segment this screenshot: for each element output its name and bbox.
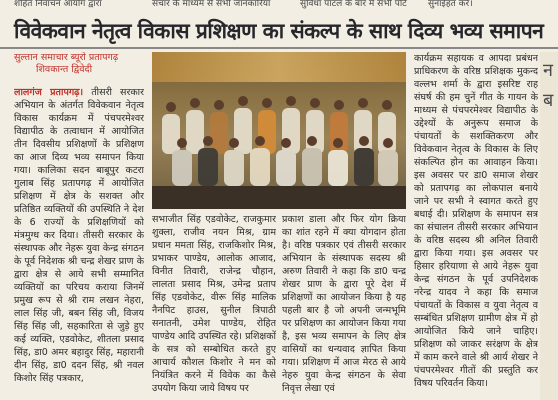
article-column-2	[152, 213, 276, 400]
top-strip-middle: संचार के माध्यम से सभी जानकारियां	[152, 0, 271, 9]
column-4-text: कार्यक्रम सहायक व आपदा प्रबंधन प्राधिकरण के वरिष्ठ प्रशिक्षक मुकन्द वल्लभ शर्मा के द्वारा इसरिष्ट राह संघर्ष की हम चुनें गीत के गायन के माध्यम से पंचपरमेश्वर विद्यापीठ के उद्देश्यों के अनुरूप समाज के पंचायतों के सशक्तिकरण और विवेकवान नेतृत्व के विकास के लिए संकल्पित होन का आवाहन किया। इस अवसर पर डा0 समाज शेखर को प्रतापगढ़ का लोकपाल बनाये जाने पर सभी ने स्वागत करते हुए बधाई दी। प्रशिक्षण के समापन सत्र का संचालन तीसरी सरकार अभियान के वरिष्ठ सदस्य श्री अनिल तिवारी द्वारा किया गया। इस अवसर पर हिसार हरियाणा से आये नेहरू युवा केन्द्र संगठन के पूर्व उपनिदेशक नरेन्द्र यादव ने कहा कि समाज पंचायतों के विकास व युवा नेतृत्व व सम्बंधित प्रशिक्षण ग्रामीण क्षेत्र में हो आयोजित किये जाने चाहिए। प्रशिक्षण को जाकर सरंक्षण के क्षेत्र में काम करने वाले श्री आर्य शेखर ने पंचपरमेश्वर गीतों की प्रस्तुति कर विषय परिवर्तन किया।	[414, 53, 538, 389]
top-strip-middle2: सुविधा पाटल के बार में सभी पोर्ट	[300, 0, 407, 9]
byline-author: शिवकान्त द्विवेदी	[36, 64, 93, 75]
photo-people	[152, 52, 406, 209]
group-photo	[152, 52, 406, 209]
article-lead-text: तीसरी सरकार अभियान के अंतर्गत विवेकवान नेतृत्व विकास कार्यक्रम में पंचपरमेश्वर विद्यापीठ के तत्वाधान में आयोजित तीन दिवसीय प्रशिक्षणों के प्रशिक्षण का आज दिव्य भव्य समापन किया गया। कालिका सदन बाबूपुर कटरा गुलाब सिंह प्रतापगढ़ में आयोजित प्रशिक्षण में क्षेत्र के सशक्त और प्रतिष्ठित व्यक्तियों की उपस्थिति ने देश के 6 राज्यों के प्रशिक्षणियों को मंत्रमुग्ध कर दिया। तीसरी सरकार के संस्थापक और नेहरू युवा केन्द्र संगठन के पूर्व निदेशक श्री चन्द्र शेखर प्राण के द्वारा क्षेत्र से आये सभी सम्मानित व्यक्तियों का परिचय कराया जिनमें प्रमुख रूप से श्री राम लखन नेहरा, लाल सिंह जी, बबन सिंह जी, विजय सिंह सिंह जी, सहकारिता से जुड़े हुए कई व्यक्ति, एडवोकेट, शीतला प्रसाद सिंह, डा0 अमर बहादुर सिंह, महारानी दीन सिंह, डा0 ददन सिंह, श्री नवल किशोर सिंह पत्रकार,	[14, 87, 144, 384]
article-column-1	[14, 52, 144, 400]
byline-bureau: सुल्तान समाचार ब्यूरो प्रतापगढ़	[14, 52, 119, 63]
top-strip-left: शहित निवाचन आयोग द्वारा	[14, 0, 102, 9]
dateline: लालगंज प्रतापगढ़।	[14, 87, 84, 98]
article-column-3	[282, 213, 406, 400]
article-headline: विवेकवान नेतृत्व विकास प्रशिक्षण का संकल्प के साथ दिव्य भव्य समापन	[14, 18, 544, 43]
column-2-text: सभाजीत सिंह एडवोकेट, राजकुमार शुक्ला, राजीव नयन मिश्र, ग्राम प्रधान ममता सिंह, राजकिशोर मिश्र, प्रभाकर पाण्डेय, आलोक आजाद, विनीत तिवारी, राजेन्द्र चौहान, लालता प्रसाद मिश्र, उमेन्द्र प्रताप सिंह एडवोकेट, वीरू सिंह मालिक नैनपिट हाउस, सुनील त्रिपाठी सनातनी, उमेश पाण्डेय, रोहित पाण्डेय आदि उपस्थित रहे। प्रशिक्षकों के सत्र को सम्बोधित करते हुए आचार्य कौशल किशोर ने मन को नियंत्रित करने में विवेक का कैसे उपयोग किया जाये विषय पर	[152, 214, 276, 394]
adjacent-article-edge: न ब	[540, 52, 558, 400]
top-strip-right: सुनाईहत करें।	[428, 0, 473, 9]
headline-rule	[0, 47, 558, 49]
article-lead	[14, 86, 144, 385]
article-column-4	[414, 52, 538, 400]
column-3-text: प्रकाश डाला और फिर योग क्रिया का शांत रहने में क्या योगदान होता है। वरिष्ठ पत्रकार एवं तीसरी सरकार अभियान के संस्थापक सदस्य श्री अरुण तिवारी ने कहा कि डा0 चन्द्र शेखर प्राण के द्वारा पूरे देश में प्रशिक्षणों का आयोजन किया है यह पहली बार है जो अपनी जन्मभूमि पर प्रशिक्षण का आयोजन किया गया है, इस भव्य समापन के लिए क्षेत्र वासियों का धन्यवाद ज्ञापित किया गया। प्रशिक्षण में आज मेरठ से आये नेहरु युवा केन्द्र संगठन के सेवा निवृत्त लेखा एवं	[282, 214, 406, 394]
